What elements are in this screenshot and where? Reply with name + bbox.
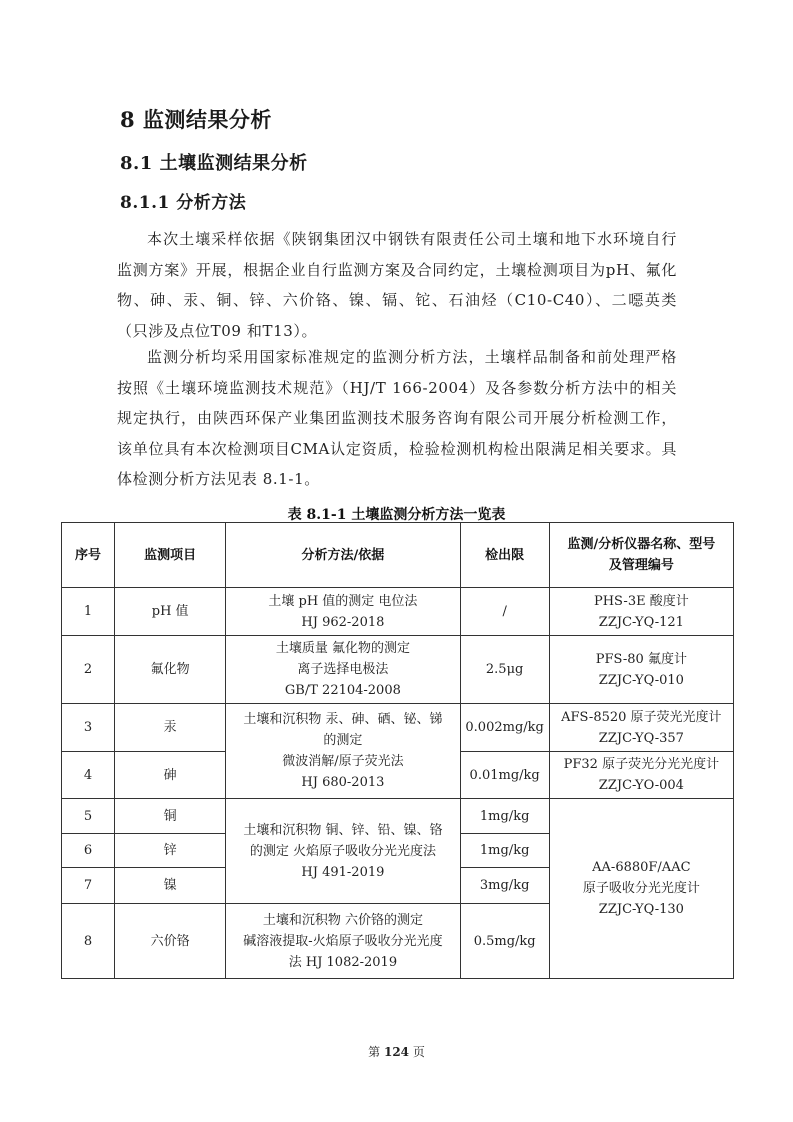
cell-limit: 0.01mg/kg bbox=[460, 752, 549, 799]
cell-no: 6 bbox=[62, 834, 115, 868]
page-number: 124 bbox=[383, 1045, 410, 1059]
header-item: 监测项目 bbox=[115, 523, 226, 588]
cell-no: 4 bbox=[62, 752, 115, 799]
cell-no: 8 bbox=[62, 904, 115, 979]
cell-limit: / bbox=[460, 588, 549, 636]
table-header-row bbox=[62, 523, 734, 588]
table-caption: 表 8.1-1 土壤监测分析方法一览表 bbox=[287, 507, 506, 523]
paragraph-sampling-basis: 本次土壤采样依据《陕钢集团汉中钢铁有限责任公司土壤和地下水环境自行监测方案》开展，根据企业自行监测方案及合同约定，土壤检测项目为pH、氟化物、砷、汞、铜、锌、六价铬、镍、镉、铊、石油烃（C10-C40）、二噁英类（只涉及点位T09 和T13）。 bbox=[117, 230, 677, 340]
cell-no: 7 bbox=[62, 868, 115, 904]
subsection-heading: 8.1.1 分析方法 bbox=[120, 193, 247, 213]
cell-method: 土壤和沉积物 六价铬的测定 碱溶液提取-火焰原子吸收分光光度 法 HJ 1082-2019 bbox=[226, 904, 460, 979]
cell-limit: 0.002mg/kg bbox=[460, 704, 549, 752]
section-heading: 8.1 土壤监测结果分析 bbox=[120, 153, 308, 174]
cell-method-merged: 土壤和沉积物 汞、砷、硒、铋、锑 的测定 微波消解/原子荧光法 HJ 680-2013 bbox=[226, 704, 460, 799]
table-row bbox=[62, 704, 734, 752]
header-instrument: 监测/分析仪器名称、型号 及管理编号 bbox=[549, 523, 733, 588]
cell-no: 2 bbox=[62, 636, 115, 704]
cell-no: 5 bbox=[62, 799, 115, 834]
cell-limit: 0.5mg/kg bbox=[460, 904, 549, 979]
header-no: 序号 bbox=[62, 523, 115, 588]
cell-limit: 2.5μg bbox=[460, 636, 549, 704]
cell-item: 砷 bbox=[115, 752, 226, 799]
page-prefix: 第 bbox=[368, 1045, 381, 1059]
cell-instrument: PHS-3E 酸度计 ZZJC-YQ-121 bbox=[549, 588, 733, 636]
cell-method: 土壤 pH 值的测定 电位法 HJ 962-2018 bbox=[226, 588, 460, 636]
cell-item: 氟化物 bbox=[115, 636, 226, 704]
cell-method: 土壤质量 氟化物的测定 离子选择电极法 GB/T 22104-2008 bbox=[226, 636, 460, 704]
cell-limit: 3mg/kg bbox=[460, 868, 549, 904]
paragraph-analysis-methods: 监测分析均采用国家标准规定的监测分析方法，土壤样品制备和前处理严格按照《土壤环境监测技术规范》（HJ/T 166-2004）及各参数分析方法中的相关规定执行，由陕西环保产业集团监测技术服务咨询有限公司开展分析检测工作，该单位具有本次检测项目CMA认定资质，检验检测机构检出限满足相关要求。具体检测分析方法见表 8.1-1。 bbox=[117, 348, 677, 488]
cell-instrument-merged: AA-6880F/AAC 原子吸收分光光度计 ZZJC-YQ-130 bbox=[549, 799, 733, 979]
header-limit: 检出限 bbox=[460, 523, 549, 588]
chapter-heading: 8 监测结果分析 bbox=[120, 107, 272, 132]
page-footer bbox=[0, 1043, 793, 1060]
analysis-methods-table bbox=[61, 522, 734, 979]
header-method: 分析方法/依据 bbox=[226, 523, 460, 588]
cell-no: 1 bbox=[62, 588, 115, 636]
cell-item: 六价铬 bbox=[115, 904, 226, 979]
table-row bbox=[62, 588, 734, 636]
cell-limit: 1mg/kg bbox=[460, 799, 549, 834]
cell-limit: 1mg/kg bbox=[460, 834, 549, 868]
cell-item: 镍 bbox=[115, 868, 226, 904]
page-suffix: 页 bbox=[412, 1045, 425, 1059]
cell-item: pH 值 bbox=[115, 588, 226, 636]
cell-instrument: PFS-80 氟度计 ZZJC-YQ-010 bbox=[549, 636, 733, 704]
cell-item: 汞 bbox=[115, 704, 226, 752]
table-row bbox=[62, 636, 734, 704]
cell-instrument: PF32 原子荧光分光光度计 ZZJC-YO-004 bbox=[549, 752, 733, 799]
cell-item: 铜 bbox=[115, 799, 226, 834]
cell-item: 锌 bbox=[115, 834, 226, 868]
cell-instrument: AFS-8520 原子荧光光度计 ZZJC-YQ-357 bbox=[549, 704, 733, 752]
cell-method-merged: 土壤和沉积物 铜、锌、铅、镍、铬 的测定 火焰原子吸收分光光度法 HJ 491-2019 bbox=[226, 799, 460, 904]
cell-no: 3 bbox=[62, 704, 115, 752]
table-row bbox=[62, 799, 734, 834]
